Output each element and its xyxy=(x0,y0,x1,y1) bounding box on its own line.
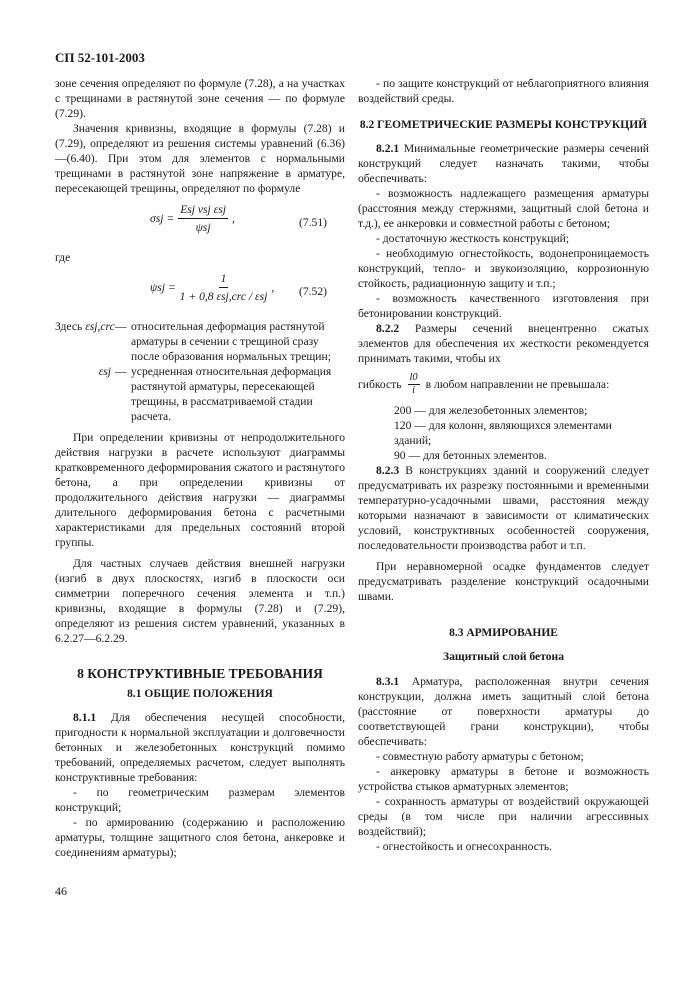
paragraph: Значения кривизны, входящие в формулы (7.28) и (7.29), определяют из решения системы уравнений (6.36)—(6.40). При этом для элементов с нормальными трещинами в растянутой зоне напряжение в арматуре, пересекающей трещины, определяют по формуле xyxy=(55,122,345,195)
formula-tail: , xyxy=(231,212,235,225)
limit-item: 90 — для бетонных элементов. xyxy=(394,449,547,462)
definition-list xyxy=(55,319,345,424)
list-item: - достаточную жесткость конструкций; xyxy=(376,232,570,245)
right-column xyxy=(358,76,649,854)
flex-label: гибкость xyxy=(358,378,402,391)
list-item: - необходимую огнестойкость, водонепроницаемость конструкций, тепло- и звукоизоляцию, коррозионную стойкость, радиационную защиту и т.п.; xyxy=(358,247,649,290)
equation-number: (7.51) xyxy=(298,216,327,229)
list-item: - анкеровку арматуры в бетоне и возможность устройства стыков арматурных элементов; xyxy=(358,765,649,793)
list-item: - по защите конструкций от неблагоприятного влияния воздействий среды. xyxy=(358,77,649,105)
clause-8-2-2: 8.2.2 Размеры сечений внецентренно сжатых элементов для обеспечения их жесткости рекомендуется принимать такими, чтобы их xyxy=(358,322,649,365)
list-item: - по армированию (содержанию и расположению арматуры, толщине защитного слоя бетона, анкеровке и соединениям арматуры); xyxy=(55,816,345,859)
definition-dash: — xyxy=(115,320,127,333)
formula-lhs: ψsj = xyxy=(150,281,176,294)
definition-text: относительная деформация растянутой арматуры в сечении с трещиной сразу после образования нормальных трещин; xyxy=(131,320,331,363)
paragraph: При определении кривизны от непродолжительного действия нагрузки в расчете используют диаграммы кратковременного деформирования сжатого и растянутого бетона, а при определении кривизны от продолжительного действия нагрузки — диаграммы длительного деформирования бетона с расчетными характеристиками для предельных состояний второй группы. xyxy=(55,431,345,549)
paragraph: зоне сечения определяют по формуле (7.28), а на участках с трещинами в растянутой зоне сечения — по формуле (7.29). xyxy=(55,77,345,120)
definition-text: усредненная относительная деформация растянутой арматуры, пересекающей трещины, в рассматриваемой стадии расчета. xyxy=(131,365,332,423)
paragraph: Для частных случаев действия внешней нагрузки (изгиб в двух плоскостях, изгиб в плоскости оси симметрии поперечного сечения элемента и т.п.) кривизны, входящие в формулы (7.28) и (7.29), определяют из решения систем уравнений, указанных в 6.2.27—6.2.29. xyxy=(55,557,345,645)
clause-8-2-1: 8.2.1 Минимальные геометрические размеры сечений конструкций следует назначать такими, чтобы обеспечивать: xyxy=(358,142,649,185)
slenderness-line xyxy=(358,372,649,397)
formula-7-52 xyxy=(55,269,345,315)
formula-numerator: 1 xyxy=(219,271,229,288)
equation-number: (7.52) xyxy=(298,285,327,298)
list-item: - по геометрическим размерам элементов конструкций; xyxy=(55,786,345,814)
formula-7-51 xyxy=(55,200,345,246)
page-number: 46 xyxy=(55,884,67,898)
subsection-heading: 8.3 АРМИРОВАНИЕ xyxy=(449,627,558,639)
topic-heading: Защитный слой бетона xyxy=(442,650,565,663)
clause-8-2-3: 8.2.3 В конструкциях зданий и сооружений следует предусматривать их разрезку постоянными и временными температурно-усадочными швами, расстояния между которыми назначают в зависимости от климатических условий, конструктивных особенностей сооружения, последовательности производства работ и т.п. xyxy=(358,464,649,552)
subsection-heading: 8.1 ОБЩИЕ ПОЛОЖЕНИЯ xyxy=(127,688,273,700)
list-item: - сохранность арматуры от воздействий окружающей среды (в том числе при наличии агрессивных воздействий); xyxy=(358,795,649,838)
clause-8-3-1: 8.3.1 Арматура, расположенная внутри сечения конструкции, должна иметь защитный слой бетона (расстояние от поверхности арматуры до соответствующей грани конструкции), чтобы обеспечивать: xyxy=(358,675,649,748)
formula-denominator: 1 + 0,8 εsj,crc / εsj xyxy=(179,290,268,303)
formula-tail: , xyxy=(271,281,275,294)
section-heading: 8 КОНСТРУКТИВНЫЕ ТРЕБОВАНИЯ xyxy=(77,666,323,681)
list-item: - возможность качественного изготовления при бетонировании конструкций. xyxy=(358,292,649,320)
limit-item: 200 — для железобетонных элементов; xyxy=(394,404,588,417)
flex-text: в любом направлении не превышала: xyxy=(425,378,610,391)
definition-lead: Здесь εsj,crc xyxy=(55,320,115,333)
left-column xyxy=(55,76,345,860)
slenderness-fraction: l0 i xyxy=(409,372,418,396)
limit-item: 120 — для колонн, являющихся элементами зданий; xyxy=(394,419,612,447)
paragraph: При неравномерной осадке фундаментов следует предусматривать разделение конструкций осадочными швами. xyxy=(358,560,649,603)
clause-8-1-1: 8.1.1 Для обеспечения несущей способности, пригодности к нормальной эксплуатации и долговечности бетонных и железобетонных конструкций помимо требований, определяемых расчетом, следует выполнять конструктивные требования: xyxy=(55,711,345,784)
subsection-heading: 8.2 ГЕОМЕТРИЧЕСКИЕ РАЗМЕРЫ КОНСТРУКЦИЙ xyxy=(359,119,648,131)
where-label: где xyxy=(55,251,71,264)
formula-lhs: σsj = xyxy=(150,212,175,225)
formula-denominator: ψsj xyxy=(195,221,211,234)
formula-numerator: Esj νsj εsj xyxy=(178,202,228,219)
list-item: - возможность надлежащего размещения арматуры (расстояния между стержнями, защитный слой бетона и т.д.), ее анкеровки и совместной работы с бетоном; xyxy=(358,187,649,230)
definition-symbol: εsj xyxy=(98,365,111,378)
definition-dash: — xyxy=(115,365,127,378)
list-item: - огнестойкость и огнесохранность. xyxy=(376,840,553,853)
page-header-code: СП 52-101-2003 xyxy=(55,50,145,65)
list-item: - совместную работу арматуры с бетоном; xyxy=(376,750,584,763)
